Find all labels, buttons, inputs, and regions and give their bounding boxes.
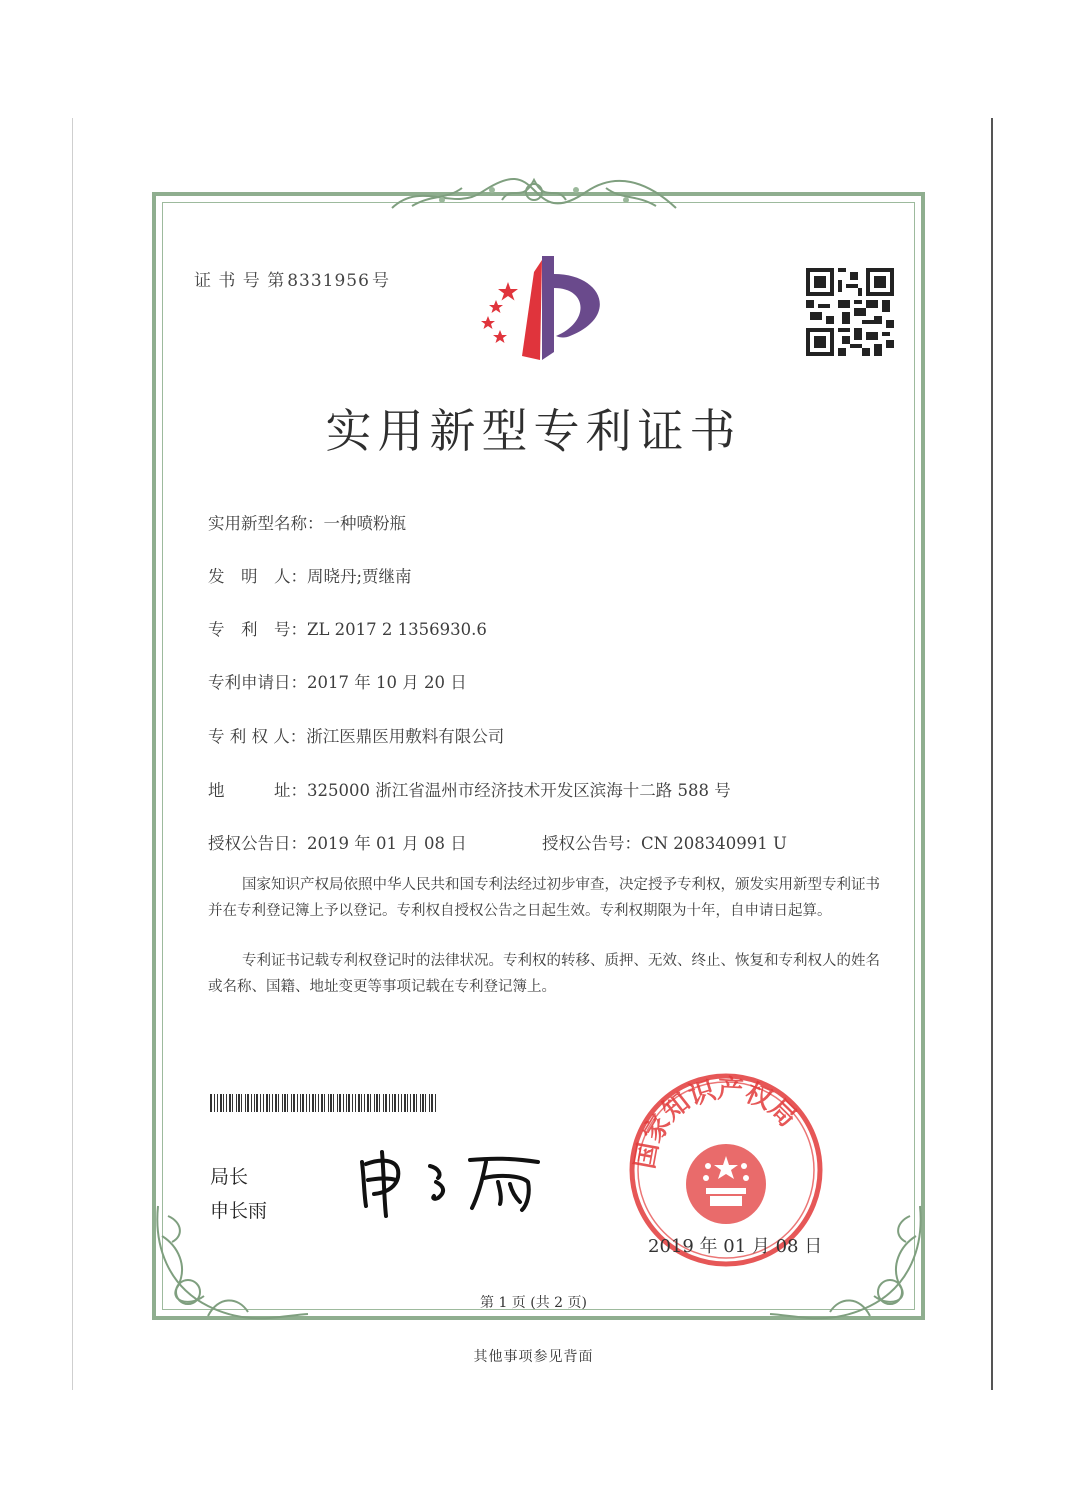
field-filing-date bbox=[208, 669, 467, 693]
field-value: CN 208340991 U bbox=[641, 834, 787, 853]
field-label: 授权公告日： bbox=[208, 834, 307, 853]
field-utility-model-name bbox=[208, 510, 406, 534]
page-indicator: 第 1 页 (共 2 页) bbox=[480, 1295, 587, 1311]
field-label: 地 址： bbox=[208, 781, 307, 800]
field-value: ZL 2017 2 1356930.6 bbox=[307, 620, 487, 639]
legal-paragraph-text: 国家知识产权局依照中华人民共和国专利法经过初步审查，决定授予专利权，颁发实用新型专利证书并在专利登记簿上予以登记。专利权自授权公告之日起生效。专利权期限为十年，自申请日起算。 bbox=[208, 877, 880, 919]
field-label: 专 利 号： bbox=[208, 620, 307, 639]
certificate-title: 实用新型专利证书 bbox=[325, 404, 742, 458]
footer-note: 其他事项参见背面 bbox=[473, 1349, 594, 1365]
scan-edge-left bbox=[72, 118, 73, 1390]
certificate-number-value: 8331956 bbox=[287, 271, 370, 291]
official-name: 申长雨 bbox=[210, 1200, 268, 1222]
signature-icon bbox=[352, 1148, 552, 1218]
field-value: 周晓丹;贾继南 bbox=[307, 567, 412, 586]
field-label: 授权公告号： bbox=[542, 834, 641, 853]
legal-paragraph-text: 专利证书记载专利权登记时的法律状况。专利权的转移、质押、无效、终止、恢复和专利权人的姓名或名称、国籍、地址变更等事项记载在专利登记簿上。 bbox=[208, 953, 880, 995]
field-grant-date bbox=[208, 830, 467, 854]
seal-text: 国家知识产权局 bbox=[630, 1074, 803, 1172]
qr-code-icon bbox=[806, 268, 894, 356]
barcode-icon bbox=[210, 1094, 438, 1112]
official-title: 局长 bbox=[210, 1166, 249, 1188]
field-address bbox=[208, 777, 731, 801]
field-value: 2017 年 10 月 20 日 bbox=[307, 673, 467, 692]
field-label: 发 明 人： bbox=[208, 567, 307, 586]
seal-date: 2019 年 01 月 08 日 bbox=[648, 1236, 823, 1257]
field-label: 专利申请日： bbox=[208, 673, 307, 692]
field-value: 2019 年 01 月 08 日 bbox=[307, 834, 467, 853]
legal-paragraph-2 bbox=[208, 948, 880, 1000]
field-patentee bbox=[208, 723, 504, 747]
field-value: 一种喷粉瓶 bbox=[323, 514, 406, 533]
field-grant-number bbox=[542, 830, 787, 854]
field-patent-number bbox=[208, 616, 487, 640]
certificate-number-suffix: 号 bbox=[371, 271, 390, 291]
field-label: 专 利 权 人： bbox=[208, 727, 307, 746]
field-value: 325000 浙江省温州市经济技术开发区滨海十二路 588 号 bbox=[307, 781, 731, 800]
certificate-number-prefix: 证 书 号 第 bbox=[194, 271, 286, 291]
certificate-number bbox=[192, 266, 390, 291]
field-inventor bbox=[208, 563, 412, 587]
scan-edge-right bbox=[991, 118, 993, 1390]
legal-paragraph-1 bbox=[208, 872, 880, 924]
top-ornament-icon bbox=[382, 170, 686, 218]
patent-office-logo-icon bbox=[470, 252, 610, 364]
field-value: 浙江医鼎医用敷料有限公司 bbox=[306, 727, 505, 746]
field-label: 实用新型名称： bbox=[208, 514, 324, 533]
